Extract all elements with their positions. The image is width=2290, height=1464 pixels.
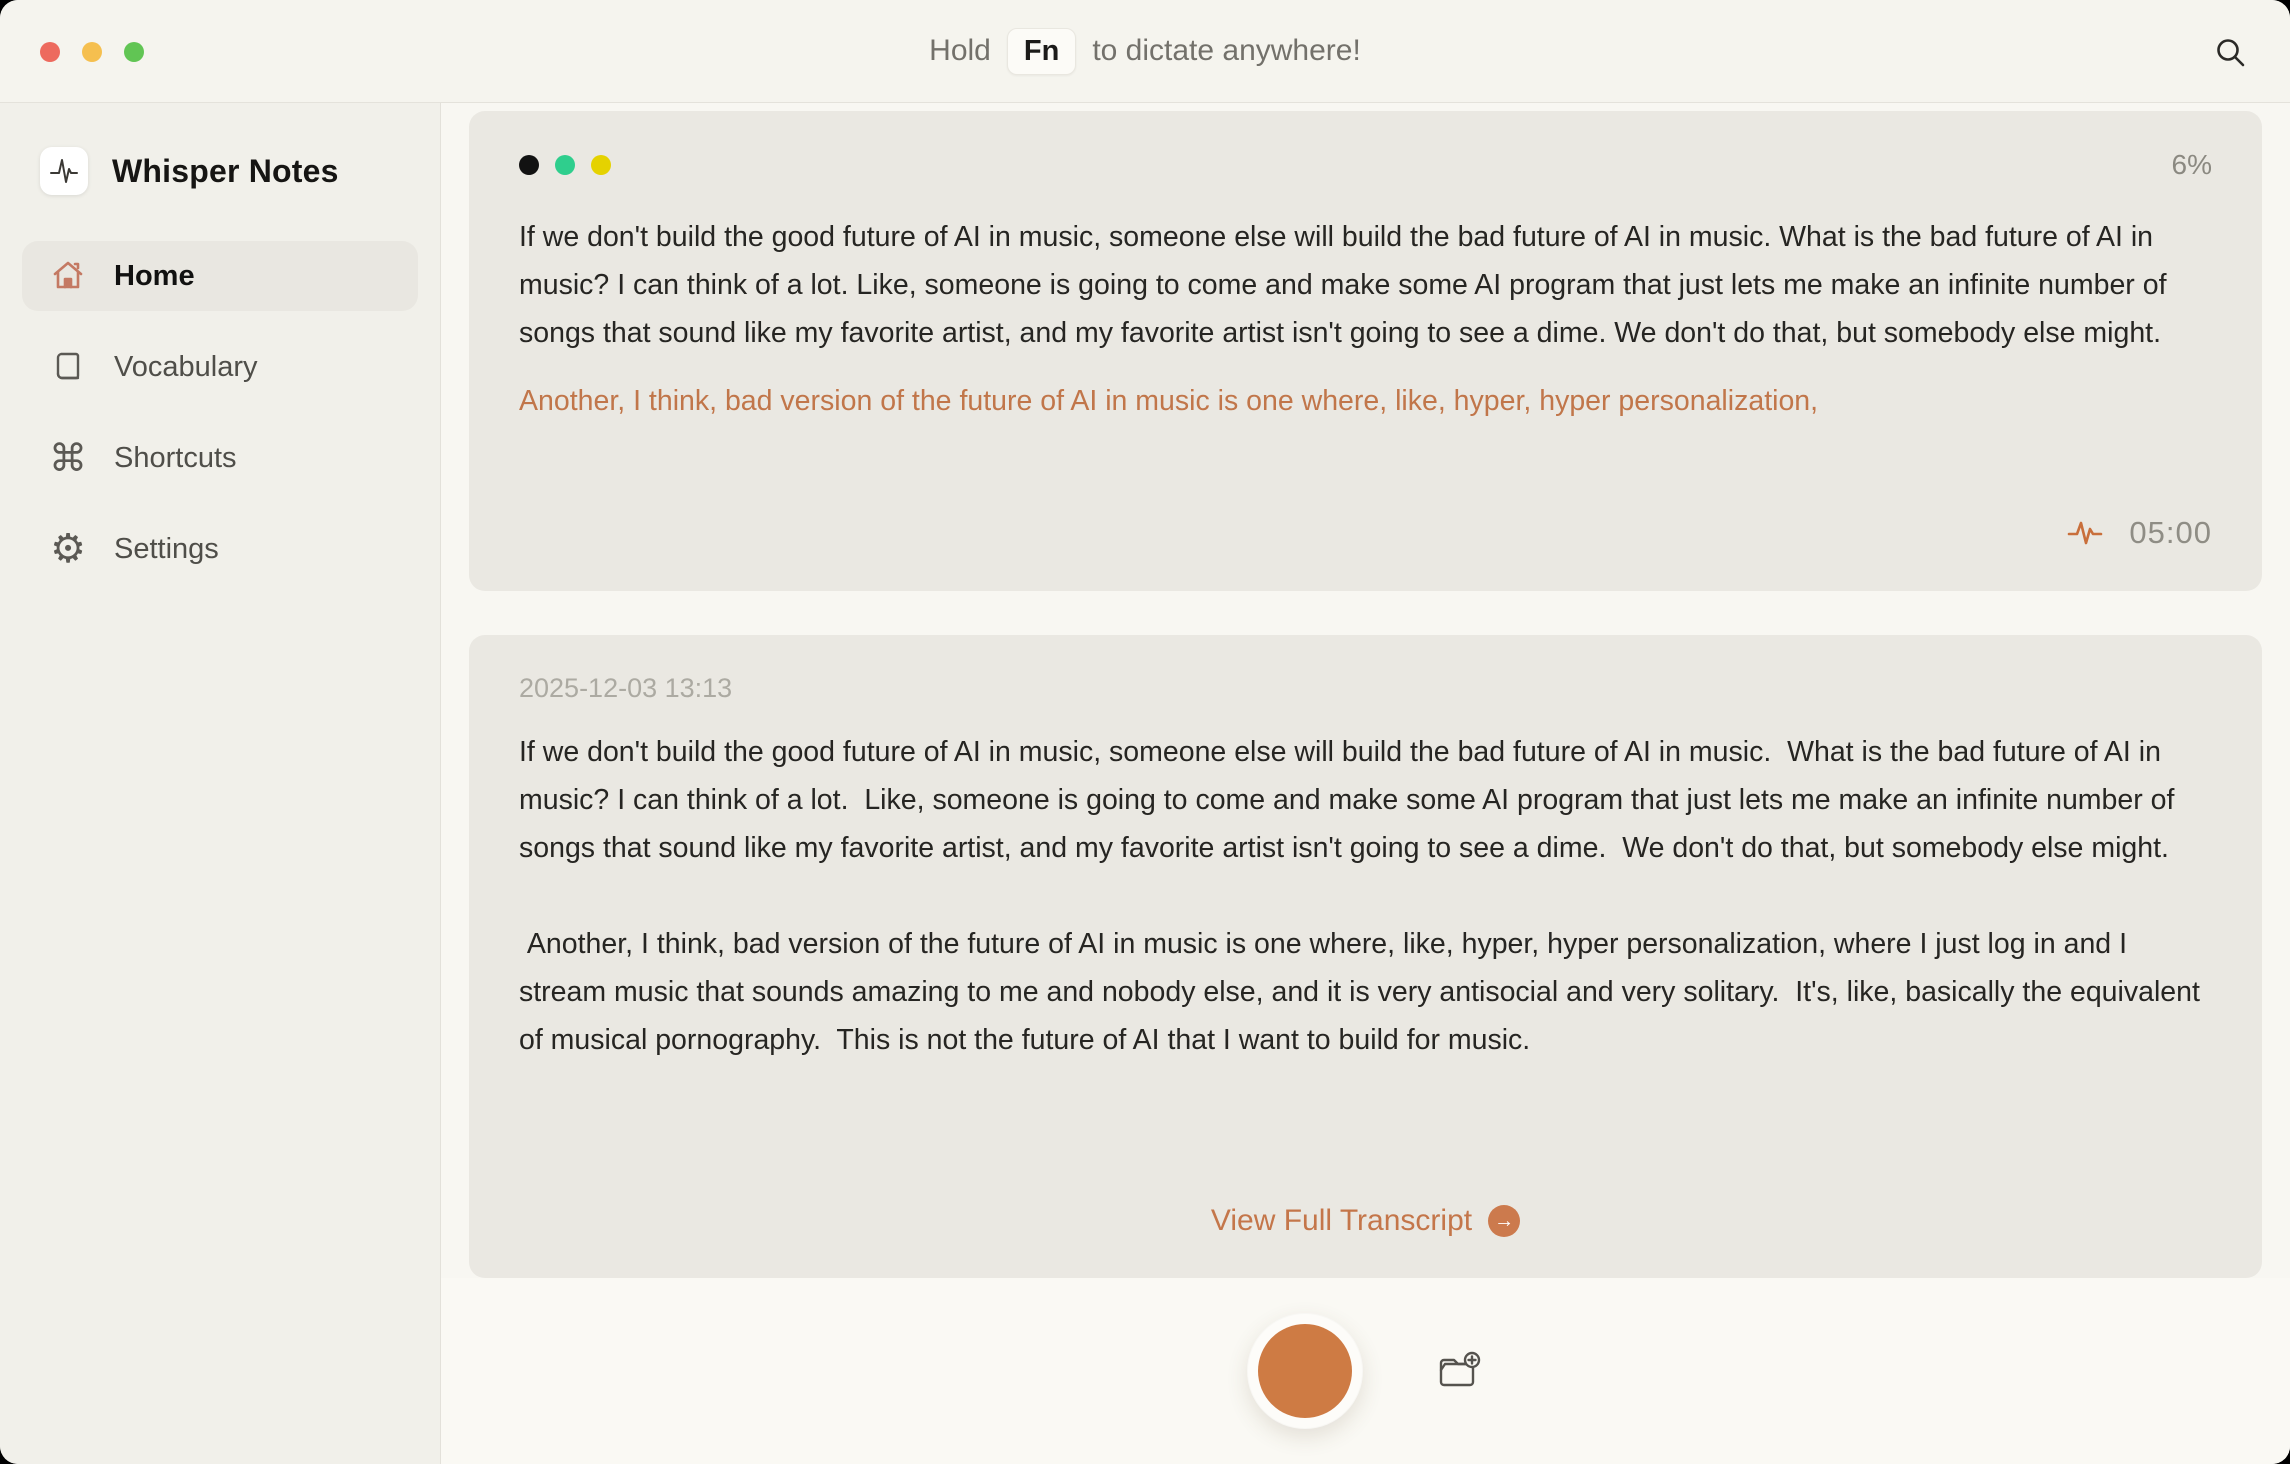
hint-prefix: Hold xyxy=(929,34,991,67)
waveform-logo-icon xyxy=(47,154,81,188)
sidebar xyxy=(0,103,441,1464)
live-transcribed-text: If we don't build the good future of AI in music, someone else will build the bad future of AI in music. What is the bad future of AI in music? I can think of a lot. Like, someone is going to come and make some AI program that just lets me make an infinite number of songs that sound like my favorite artist, and my favorite artist isn't going to see a dime. We don't do that, but somebody else might. xyxy=(519,221,2175,349)
app-logo xyxy=(40,147,88,195)
command-icon: ⌘ xyxy=(49,436,87,480)
sidebar-item-settings[interactable] xyxy=(22,514,418,584)
view-full-transcript-link[interactable] xyxy=(519,1204,2212,1238)
live-partial-text: Another, I think, bad version of the future of AI in music is one where, like, hyper, hyper personalization, xyxy=(519,385,1819,417)
import-file-button[interactable] xyxy=(1433,1345,1485,1397)
view-full-transcript-label: View Full Transcript xyxy=(1210,1204,1473,1237)
note-paragraph-1: If we don't build the good future of AI in music, someone else will build the bad future of AI in music. What is the bad future of AI in music? I can think of a lot. Like, someone is going to come and make some AI program that just lets me make an infinite number of songs that sound like my favorite artist, and my favorite artist isn't going to see a dime. We don't do that, but somebody else might. xyxy=(519,736,2183,864)
arrow-right-icon: → xyxy=(1488,1205,1520,1237)
record-button-core xyxy=(1258,1324,1352,1418)
live-transcription-card xyxy=(469,111,2262,591)
titlebar xyxy=(0,0,2290,103)
status-dot-black xyxy=(519,155,539,175)
hint-suffix: to dictate anywhere! xyxy=(1092,34,1361,67)
cards-scroll-area[interactable] xyxy=(441,103,2290,1278)
window-controls xyxy=(40,42,144,62)
sidebar-item-label: Vocabulary xyxy=(114,350,258,383)
search-icon xyxy=(2213,35,2249,71)
note-timestamp: 2025-12-03 13:13 xyxy=(519,673,733,703)
status-dots xyxy=(519,155,611,175)
dictate-hint xyxy=(929,28,1361,75)
fn-key-badge: Fn xyxy=(1007,28,1076,75)
sidebar-item-label: Shortcuts xyxy=(114,441,237,474)
note-paragraph-2: Another, I think, bad version of the future of AI in music is one where, like, hyper, hyper personalization, where I just log in and I stream music that sounds amazing to me and nobody else, and it is very antisocial and very solitary. It's, like, basically the equivalent of musical pornography. This is not the future of AI that I want to build for music. xyxy=(519,928,2208,1056)
sidebar-nav xyxy=(0,241,440,584)
gear-icon: ⚙ xyxy=(50,526,86,572)
app-title: Whisper Notes xyxy=(112,152,339,189)
status-dot-green xyxy=(555,155,575,175)
folder-plus-icon xyxy=(1436,1350,1482,1392)
book-icon xyxy=(48,350,88,384)
main-area xyxy=(441,103,2290,1464)
sidebar-item-home[interactable] xyxy=(22,241,418,311)
recording-duration: 05:00 xyxy=(2129,515,2212,550)
search-button[interactable] xyxy=(2208,30,2254,76)
note-card xyxy=(469,635,2262,1278)
footer-controls xyxy=(441,1278,2290,1464)
status-dot-yellow xyxy=(591,155,611,175)
home-icon xyxy=(48,258,88,294)
minimize-window-button[interactable] xyxy=(82,42,102,62)
progress-percent: 6% xyxy=(2171,149,2212,180)
sidebar-item-label: Settings xyxy=(114,532,219,565)
app-header xyxy=(0,147,440,195)
sidebar-item-label: Home xyxy=(114,259,195,292)
sidebar-item-vocabulary[interactable] xyxy=(22,332,418,402)
zoom-window-button[interactable] xyxy=(124,42,144,62)
close-window-button[interactable] xyxy=(40,42,60,62)
waveform-icon xyxy=(2067,518,2103,548)
record-button[interactable] xyxy=(1247,1313,1363,1429)
sidebar-item-shortcuts[interactable] xyxy=(22,423,418,493)
